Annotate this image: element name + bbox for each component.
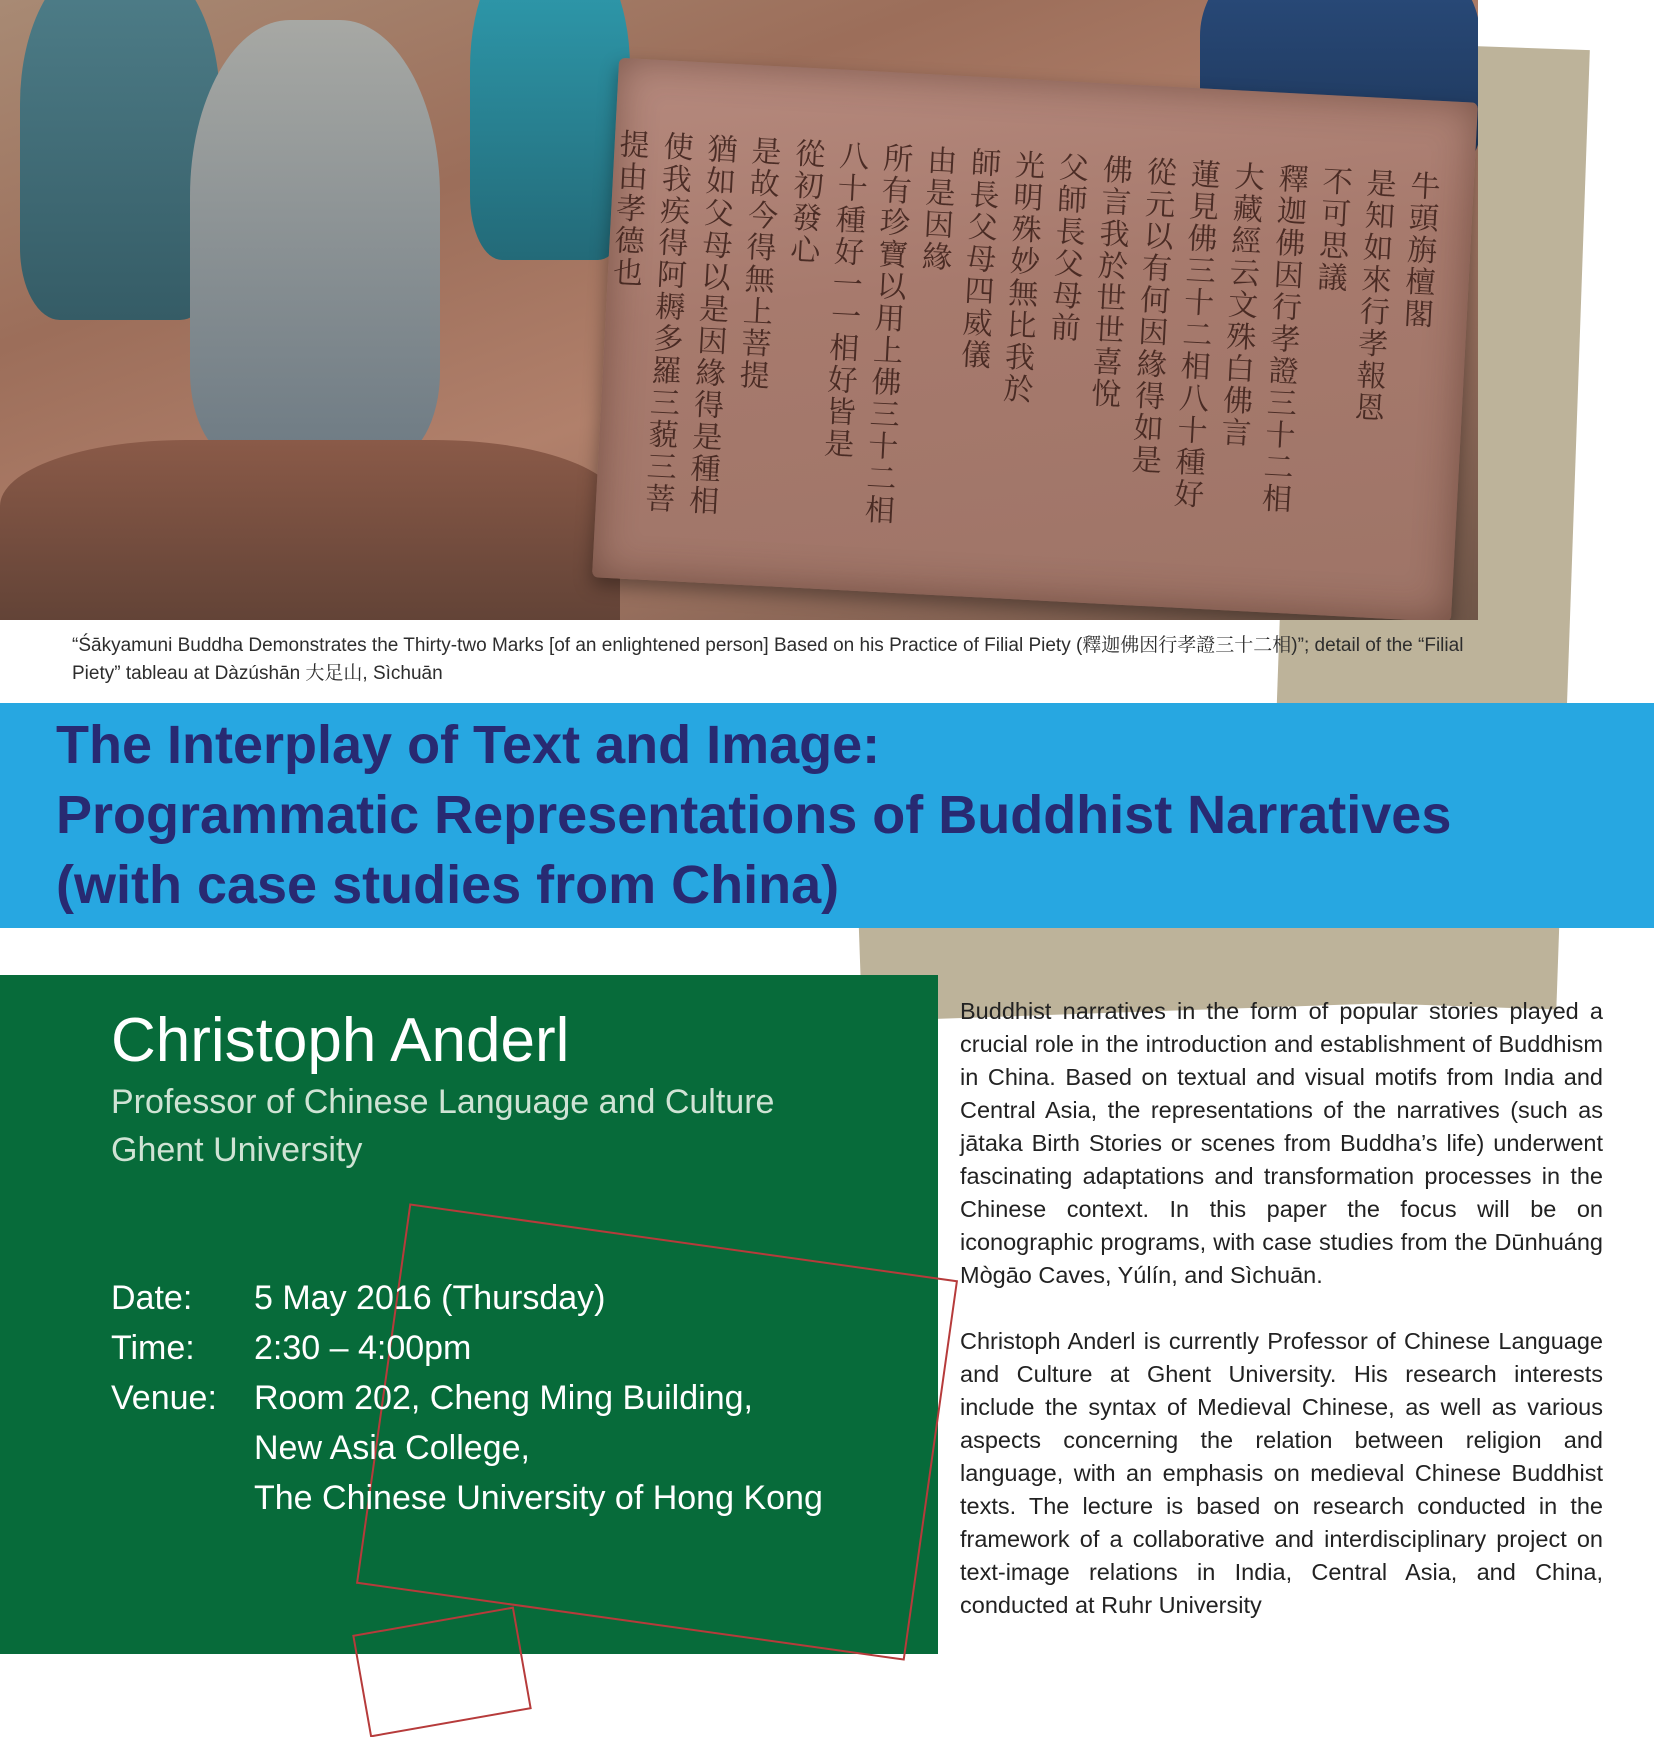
stele-column: 是知如來行孝報恩	[1348, 166, 1397, 425]
rock-base	[0, 440, 620, 620]
time-row	[111, 1323, 823, 1373]
date-label: Date:	[111, 1279, 193, 1317]
stele-column: 不可思議	[1310, 164, 1353, 295]
statue-figure-praying	[190, 20, 440, 460]
date-value: 5 May 2016 (Thursday)	[254, 1279, 606, 1317]
stele-column: 釋迦佛因行孝證三十二相	[1255, 162, 1309, 516]
stele-column: 是故今得無上菩提	[732, 134, 782, 393]
stele-column: 牛頭旃檀閣	[1397, 169, 1441, 331]
speaker-role	[111, 1078, 774, 1174]
stele-column: 父師長父母前	[1043, 150, 1089, 345]
speaker-name: Christoph Anderl	[111, 1006, 570, 1075]
venue-line-2: New Asia College,	[254, 1429, 530, 1467]
stele-column: 師長父母四威儀	[954, 146, 1002, 372]
stele-column: 猶如父母以是因緣得是種相	[682, 132, 738, 518]
title-line-3: (with case studies from China)	[56, 855, 840, 915]
photo-caption: “Śākyamuni Buddha Demonstrates the Thirty-two Marks [of an enlightened person] Based on his Practice of Filial Piety (釋迦佛因行孝證三十二相)”; detail of the “Filial Piety” tableau at Dàzúshān 大足山, Sìchuān	[72, 635, 1464, 684]
title-line-1: The Interplay of Text and Image:	[56, 715, 881, 775]
header-photo	[0, 0, 1478, 620]
stele-column: 從元以有何因緣得如是	[1125, 155, 1177, 477]
time-label: Time:	[111, 1329, 195, 1367]
stele-column: 提由孝德也	[606, 127, 650, 290]
speaker-affiliation: Ghent University	[111, 1131, 363, 1169]
stele-column: 由是因緣	[915, 143, 958, 274]
speaker-position: Professor of Chinese Language and Culture	[111, 1083, 775, 1121]
stele-column: 光明殊妙無比我於	[996, 148, 1045, 406]
stele-column: 八十種好一一相好皆是	[817, 139, 870, 461]
stele-column: 佛言我於世世喜悅	[1084, 153, 1133, 411]
stele-column: 使我疾得阿耨多羅三藐三菩	[638, 130, 694, 516]
venue-line-1: Room 202, Cheng Ming Building,	[254, 1379, 753, 1417]
lecture-title	[56, 710, 1646, 920]
venue-line-3: The Chinese University of Hong Kong	[254, 1479, 823, 1517]
event-details	[111, 1273, 823, 1523]
inscribed-stele	[592, 58, 1478, 620]
stele-inscription	[606, 127, 1444, 591]
venue-label: Venue:	[111, 1379, 217, 1417]
stele-column: 所有珍寶以用上佛三十二相	[858, 141, 914, 527]
title-line-2: Programmatic Representations of Buddhist Narratives	[56, 785, 1452, 845]
venue-value	[254, 1373, 823, 1523]
abstract-paragraph-1: Buddhist narratives in the form of popular stories played a crucial role in the introduction and establishment of Buddhism in China. Based on textual and visual motifs from India and Central Asia, the representations of the narratives (such as jātaka Birth Stories or scenes from Buddha’s life) underwent fascinating adaptations and transformation processes in the Chinese context. In this paper the focus will be on iconographic programs, with case studies from the Dūnhuáng Mògāo Caves, Yúlín, and Sìchuān.	[960, 998, 1603, 1288]
stele-column: 大藏經云文殊白佛言	[1214, 159, 1265, 450]
venue-row	[111, 1373, 823, 1523]
stele-column: 從初發心	[783, 136, 826, 267]
time-value: 2:30 – 4:00pm	[254, 1329, 472, 1367]
abstract	[960, 995, 1603, 1655]
date-row	[111, 1273, 823, 1323]
speaker-bio-paragraph: Christoph Anderl is currently Professor of Chinese Language and Culture at Ghent University. His research interests include the syntax of Medieval Chinese, as well as various aspects concerning the relation between religion and language, with an emphasis on medieval Chinese Buddhist texts. The lecture is based on research conducted in the framework of a collaborative and interdisciplinary project on text-image relations in India, Central Asia, and China, conducted at Ruhr University	[960, 1328, 1603, 1618]
stele-column: 蓮見佛三十二相八十種好	[1167, 157, 1221, 511]
